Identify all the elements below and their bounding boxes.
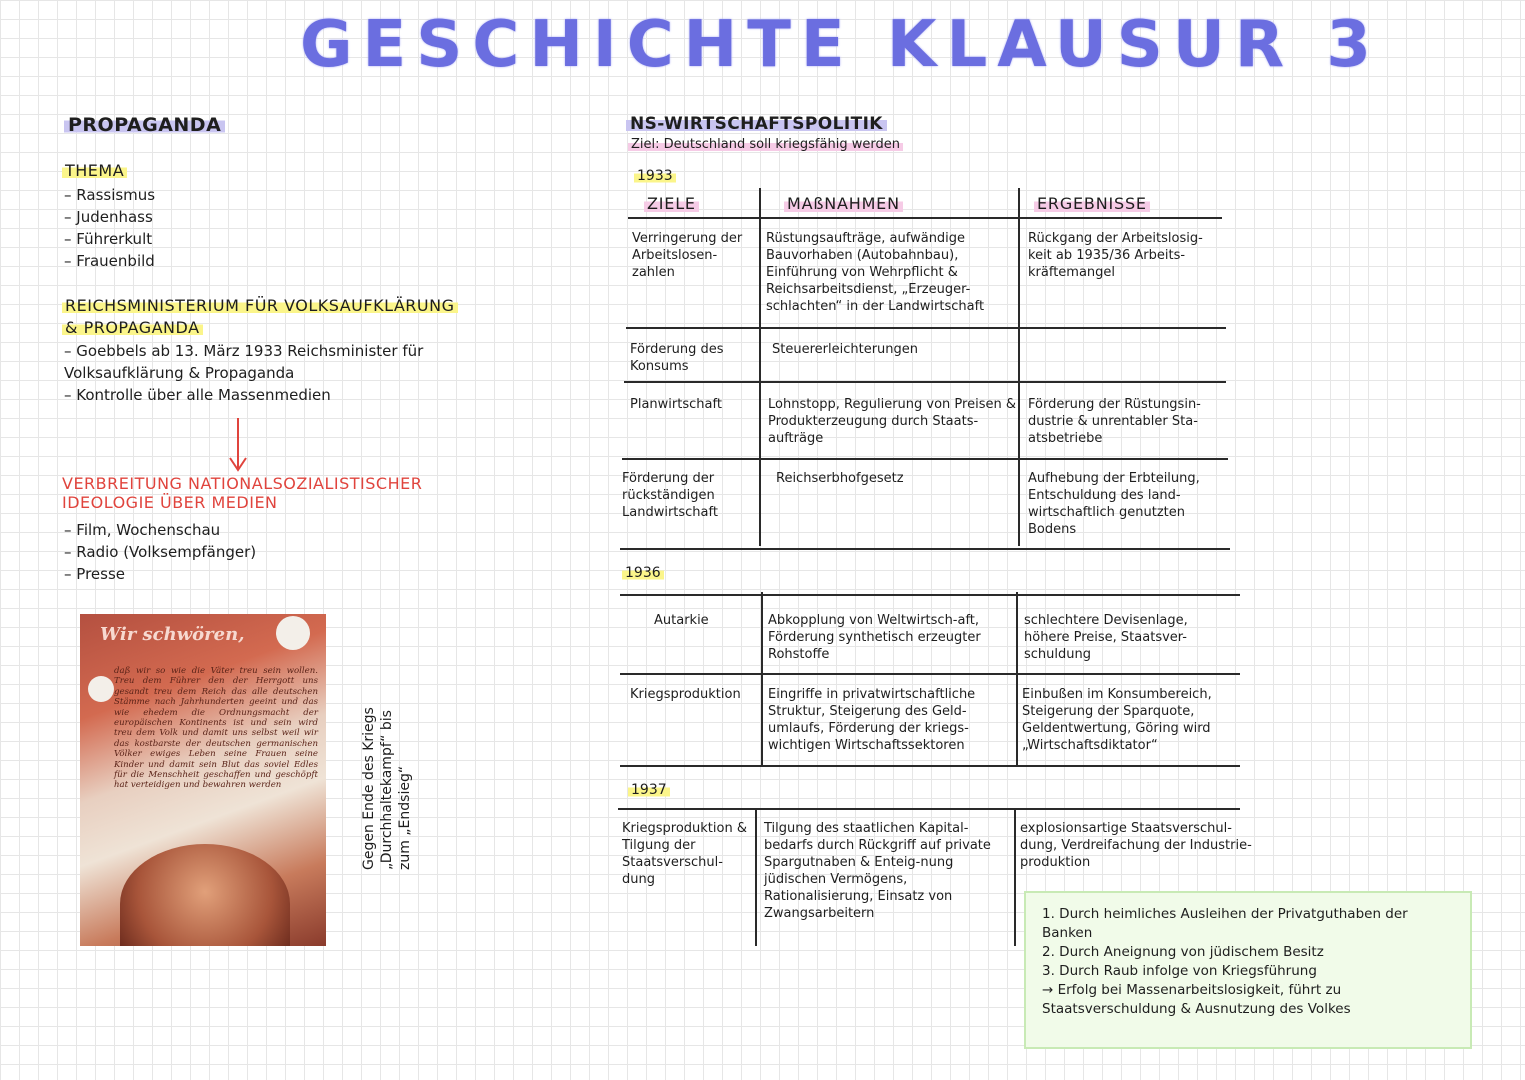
table-cell-ziel: Kriegsproduktion bbox=[630, 687, 741, 702]
note-item: 3. Durch Raub infolge von Kriegsführung bbox=[1042, 963, 1317, 979]
ministry-heading: REICHSMINISTERIUM FÜR VOLKSAUFKLÄRUNG & PROPAGANDA bbox=[62, 296, 458, 337]
table-cell-massnahme: Steuererleichterungen bbox=[772, 342, 919, 357]
table-cell-ziel: Förderung der rückständigen Landwirtschaft bbox=[622, 471, 718, 520]
economy-subheading: Ziel: Deutschland soll kriegsfähig werden bbox=[628, 137, 903, 152]
column-header-ergebnisse: ERGEBNISSE bbox=[1034, 194, 1150, 213]
table-divider bbox=[618, 808, 1240, 810]
table-cell-ergebnis: Einbußen im Konsumbereich, Steigerung der Sparquote, Geldentwertung, Göring wird „Wirtschaftsdiktator“ bbox=[1022, 687, 1212, 753]
page-title: GESCHICHTE KLAUSUR 3 bbox=[300, 8, 1381, 82]
note-box bbox=[1024, 891, 1472, 1049]
table-divider bbox=[1018, 188, 1020, 546]
table-divider bbox=[620, 594, 1240, 596]
table-cell-massnahme: Reichserbhofgesetz bbox=[776, 471, 904, 486]
arrow-down-icon bbox=[228, 418, 248, 473]
list-item: – Judenhass bbox=[64, 206, 155, 228]
table-cell-ziel: Autarkie bbox=[654, 613, 709, 628]
table-cell-massnahme: Lohnstopp, Regulierung von Preisen & Produkterzeugung durch Staats-aufträge bbox=[768, 397, 1016, 446]
table-cell-ziel: Förderung des Konsums bbox=[630, 342, 724, 374]
table-divider bbox=[755, 808, 757, 946]
table-divider bbox=[624, 381, 1226, 383]
list-item: – Presse bbox=[64, 563, 256, 585]
table-cell-ergebnis: explosionsartige Staatsverschul-dung, Verdreifachung der Industrie-produktion bbox=[1020, 821, 1252, 870]
table-divider bbox=[620, 548, 1230, 550]
poster-text: daß wir so wie die Väter treu sein wollen. Treu dem Führer den der Herrgott uns gesandt treu dem Reich das alle deutschen Stämme nach Jahrhunderten geeint und das wie ehedem die Ordnungsmacht der europäischen Kontinents ist und sein wird treu dem Volk und damit uns selbst weil wir das kostbarste der deutschen germanischen Völker ewiges Leben seine Frauen seine Kinder und damit sein Blut das soviel Edles für die Menschheit geschaffen und geschöpft hat verteidigen und bewahren werden bbox=[114, 666, 318, 791]
table-divider bbox=[620, 765, 1240, 767]
table-cell-massnahme: Eingriffe in privatwirtschaftliche Struktur, Steigerung des Geld-umlaufs, Förderung der kriegs-wichtigen Wirtschaftssektoren bbox=[768, 687, 976, 753]
year-label: 1936 bbox=[622, 565, 664, 581]
table-cell-ergebnis: schlechtere Devisenlage, höhere Preise, Staatsver-schuldung bbox=[1024, 613, 1188, 662]
propaganda-heading: PROPAGANDA bbox=[64, 114, 225, 136]
thema-heading: THEMA bbox=[62, 161, 127, 180]
table-divider bbox=[628, 217, 1222, 219]
table-cell-massnahme: Abkopplung von Weltwirtsch-aft, Förderung synthetisch erzeugter Rohstoffe bbox=[768, 613, 981, 662]
table-cell-ziel: Verringerung der Arbeitslosen-zahlen bbox=[632, 231, 743, 280]
list-item: – Film, Wochenschau bbox=[64, 519, 256, 541]
propaganda-poster bbox=[80, 614, 326, 946]
table-divider bbox=[626, 327, 1226, 329]
list-item: – Frauenbild bbox=[64, 250, 155, 272]
list-item: – Radio (Volksempfänger) bbox=[64, 541, 256, 563]
thema-list bbox=[64, 184, 155, 272]
ministry-text: – Goebbels ab 13. März 1933 Reichsminister für Volksaufklärung & Propaganda – Kontrolle über alle Massenmedien bbox=[64, 342, 424, 404]
note-item: → Erfolg bei Massenarbeitslosigkeit, führt zu Staatsverschuldung & Ausnutzung des Volkes bbox=[1042, 982, 1351, 1017]
note-item: 2. Durch Aneignung von jüdischem Besitz bbox=[1042, 944, 1324, 960]
table-cell-ergebnis: Rückgang der Arbeitslosig-keit ab 1935/36 Arbeits-kräftemangel bbox=[1028, 231, 1203, 280]
poster-caption: Gegen Ende des Kriegs „Durchhaltekampf“ bis zum „Endsieg“ bbox=[361, 707, 413, 870]
list-item: – Führerkult bbox=[64, 228, 155, 250]
year-label: 1933 bbox=[634, 168, 676, 184]
year-label: 1937 bbox=[628, 782, 670, 798]
note-item: 1. Durch heimliches Ausleihen der Privatguthaben der Banken bbox=[1042, 906, 1408, 941]
economy-heading: NS-WIRTSCHAFTSPOLITIK bbox=[626, 114, 887, 134]
table-cell-ziel: Planwirtschaft bbox=[630, 397, 722, 412]
table-divider bbox=[622, 458, 1228, 460]
table-divider bbox=[620, 673, 1240, 675]
table-cell-ergebnis: Aufhebung der Erbteilung, Entschuldung des land-wirtschaftlich genutzten Bodens bbox=[1028, 471, 1200, 537]
table-cell-ziel: Kriegsproduktion & Tilgung der Staatsverschul-dung bbox=[622, 821, 747, 887]
spread-heading: VERBREITUNG NATIONALSOZIALISTISCHER IDEOLOGIE ÜBER MEDIEN bbox=[62, 474, 423, 512]
column-header-ziele: ZIELE bbox=[644, 194, 699, 213]
poster-face-illustration bbox=[120, 844, 290, 946]
table-cell-massnahme: Tilgung des staatlichen Kapital-bedarfs durch Rückgriff auf private Spargutnaben & Enteig-nung jüdischen Vermögens, Rationalisierung, Einsatz von Zwangsarbeitern bbox=[764, 821, 991, 921]
swastika-flag-icon bbox=[276, 616, 310, 650]
spread-list bbox=[64, 519, 256, 585]
table-cell-massnahme: Rüstungsaufträge, aufwändige Bauvorhaben (Autobahnbau), Einführung von Wehrpflicht & Reichsarbeitsdienst, „Erzeuger-schlachten“ in der Landwirtschaft bbox=[766, 231, 985, 314]
swastika-flag-icon bbox=[88, 676, 114, 702]
table-divider bbox=[759, 188, 761, 546]
column-header-massnahmen: MAßNAHMEN bbox=[784, 194, 903, 213]
poster-title: Wir schwören, bbox=[100, 624, 245, 645]
table-divider bbox=[1014, 808, 1016, 946]
table-divider bbox=[1016, 592, 1018, 767]
list-item: – Rassismus bbox=[64, 184, 155, 206]
table-divider bbox=[761, 592, 763, 767]
table-cell-ergebnis: Förderung der Rüstungsin-dustrie & unrentabler Sta-atsbetriebe bbox=[1028, 397, 1201, 446]
